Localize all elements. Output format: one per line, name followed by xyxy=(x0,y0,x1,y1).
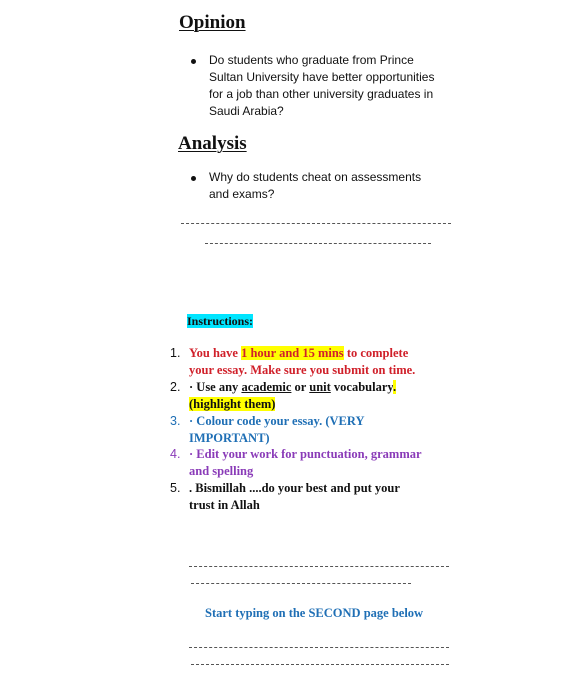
list-number: 3. xyxy=(170,414,181,428)
answer-line xyxy=(191,583,411,584)
answer-line xyxy=(189,647,449,648)
analysis-line-2: and exams? xyxy=(209,187,275,201)
instruction-text: IMPORTANT) xyxy=(189,431,270,445)
answer-line xyxy=(205,243,431,244)
opinion-heading: Opinion xyxy=(179,12,246,33)
instruction-text: · Edit your work for punctuation, grammar xyxy=(189,447,422,461)
opinion-line-2: Sultan University have better opportunities xyxy=(209,70,435,84)
analysis-line-1: Why do students cheat on assessments xyxy=(209,170,422,184)
opinion-question xyxy=(209,52,459,120)
analysis-heading: Analysis xyxy=(178,133,247,154)
instruction-item-5 xyxy=(189,480,454,514)
answer-line xyxy=(181,223,451,224)
opinion-bullet-dot xyxy=(191,59,196,64)
instruction-text: trust in Allah xyxy=(189,498,260,512)
list-number: 4. xyxy=(170,447,181,461)
instruction-text: · Use any xyxy=(189,380,242,394)
instruction-text: You have xyxy=(189,346,242,360)
answer-line xyxy=(191,664,449,665)
list-number: 2. xyxy=(170,380,181,394)
analysis-bullet-dot xyxy=(191,176,196,181)
instruction-item-3 xyxy=(189,413,454,447)
instructions-label-text: Instructions: xyxy=(187,314,254,328)
highlighted-duration: 1 hour and 15 mins xyxy=(241,346,344,360)
list-number: 5. xyxy=(170,481,181,495)
instruction-item-2 xyxy=(189,379,454,413)
instructions-label xyxy=(187,313,253,330)
instruction-item-4 xyxy=(189,446,454,480)
instruction-text: to complete xyxy=(343,346,409,360)
opinion-line-1: Do students who graduate from Prince xyxy=(209,53,414,67)
instruction-text: your essay. Make sure you submit on time. xyxy=(189,363,416,377)
answer-line xyxy=(189,566,449,567)
start-typing-note: Start typing on the SECOND page below xyxy=(205,606,424,620)
highlighted-text: . xyxy=(392,380,397,394)
instruction-text: unit xyxy=(309,380,331,394)
list-number: 1. xyxy=(170,346,181,360)
instruction-text: or xyxy=(291,380,310,394)
instruction-item-1 xyxy=(189,345,454,379)
analysis-question xyxy=(209,169,459,203)
instruction-text: and spelling xyxy=(189,464,254,478)
instruction-text: · Colour code your essay. (VERY xyxy=(189,414,365,428)
instruction-text: . Bismillah ....do your best and put your xyxy=(189,481,400,495)
highlighted-text: (highlight them) xyxy=(189,397,276,411)
opinion-line-4: Saudi Arabia? xyxy=(209,104,284,118)
opinion-line-3: for a job than other university graduates in xyxy=(209,87,434,101)
instruction-text: vocabulary xyxy=(330,380,393,394)
instruction-text: academic xyxy=(241,380,292,394)
